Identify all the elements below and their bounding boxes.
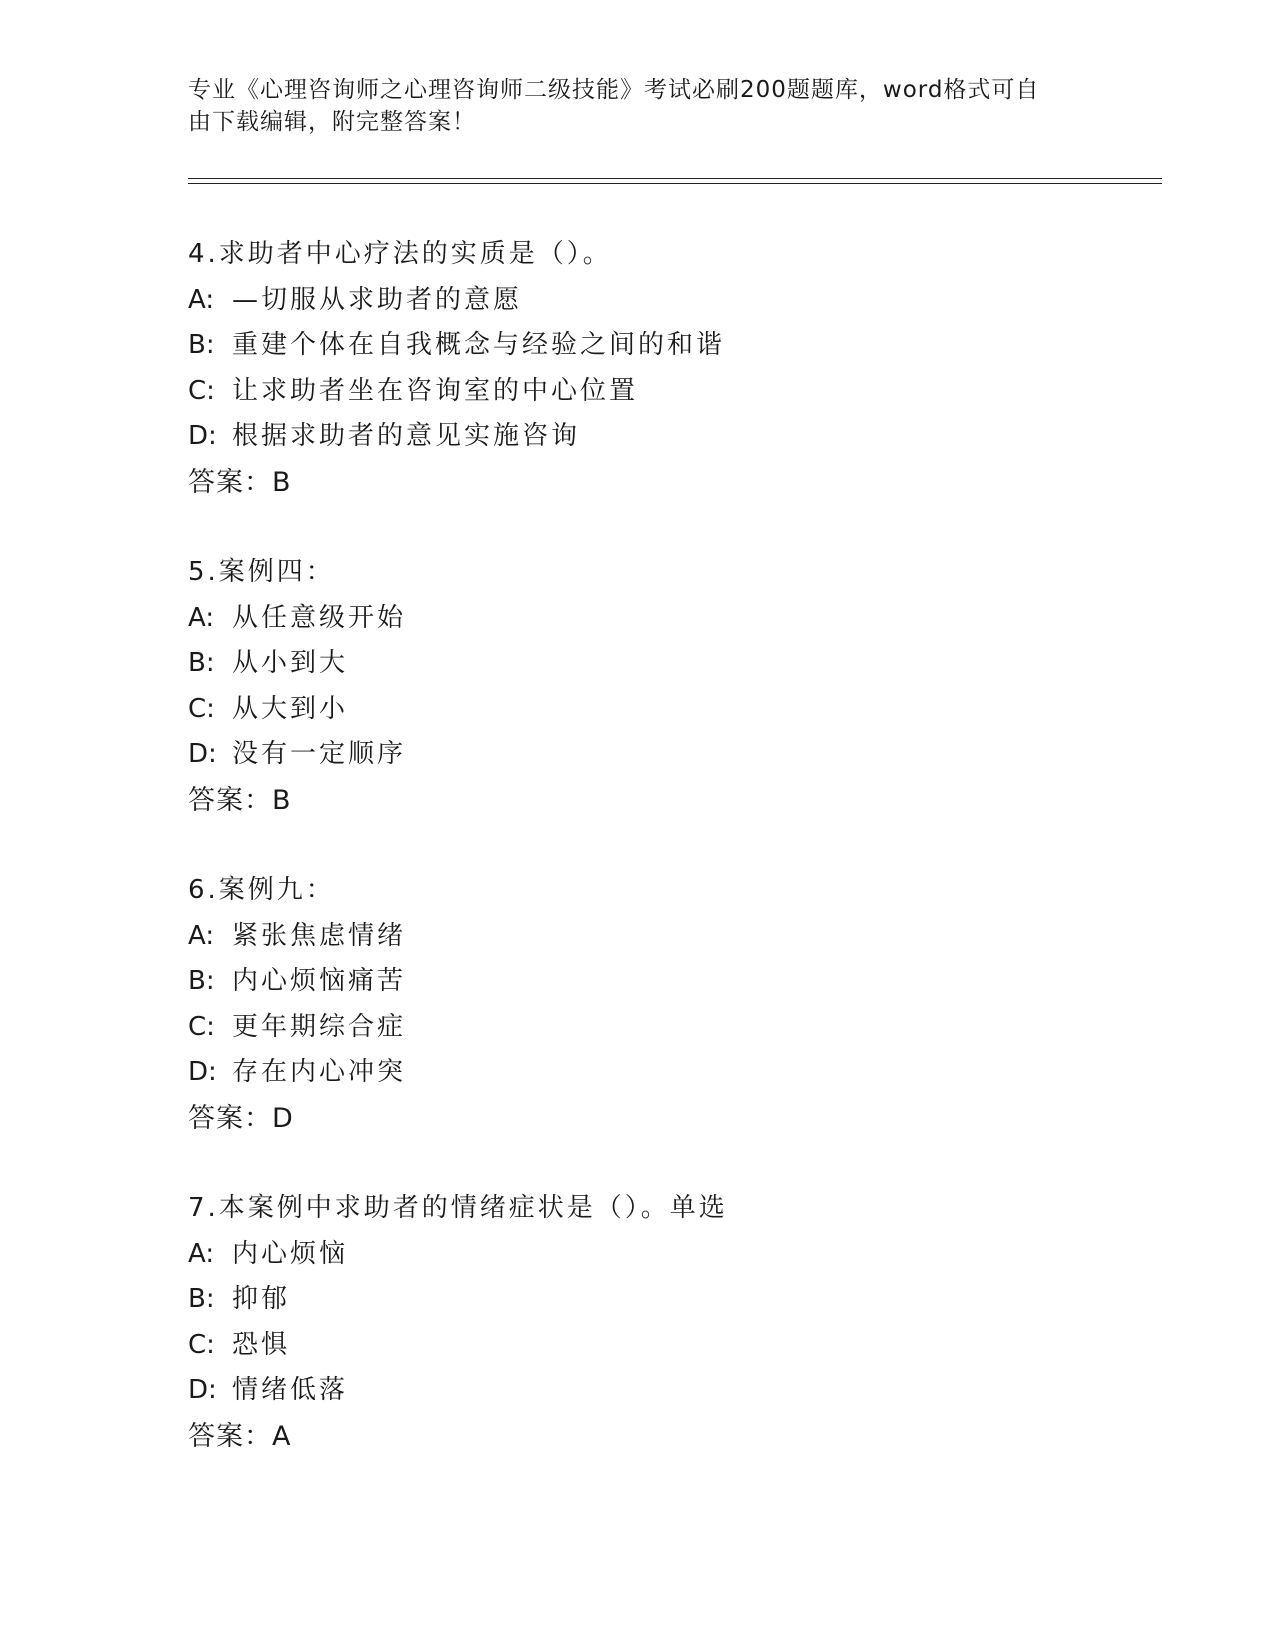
option-key: C: — [188, 693, 215, 724]
option-a — [188, 278, 1088, 324]
option-text: 存在内心冲突 — [232, 1057, 407, 1087]
option-text: 从小到大 — [232, 648, 349, 678]
option-b — [188, 641, 1088, 687]
header-line-1: 专业《心理咨询师之心理咨询师二级技能》考试必刷200题题库，word格式可自 — [188, 77, 1040, 103]
option-d — [188, 414, 1088, 460]
option-key: C: — [188, 1329, 215, 1360]
option-b — [188, 1277, 1088, 1323]
option-text: 情绪低落 — [232, 1375, 349, 1405]
option-text: 紧张焦虑情绪 — [232, 920, 407, 951]
question-stem: 5.案例四： — [188, 557, 335, 587]
question-block — [188, 550, 1088, 823]
option-key: C: — [188, 375, 215, 406]
answer-line: 答案：A — [188, 1420, 292, 1452]
option-key: A: — [188, 920, 215, 951]
option-text: 没有一定顺序 — [232, 739, 407, 769]
option-a — [188, 1232, 1088, 1278]
option-key: B: — [188, 330, 215, 360]
option-text: 内心烦恼痛苦 — [232, 966, 407, 996]
option-key: B: — [188, 1284, 215, 1314]
question-block — [188, 232, 1088, 505]
question-block — [188, 868, 1088, 1141]
option-text: 让求助者坐在咨询室的中心位置 — [232, 375, 639, 406]
option-b — [188, 323, 1088, 369]
option-text: 根据求助者的意见实施咨询 — [232, 421, 581, 451]
option-text: 从任意级开始 — [232, 602, 407, 633]
page-header — [188, 74, 1068, 138]
option-d — [188, 1050, 1088, 1096]
option-text: 内心烦恼 — [232, 1238, 349, 1269]
option-text: 重建个体在自我概念与经验之间的和谐 — [232, 330, 726, 360]
option-d — [188, 1368, 1088, 1414]
option-text: 从大到小 — [232, 693, 349, 724]
option-key: D: — [188, 1057, 217, 1087]
option-key: B: — [188, 648, 215, 678]
option-text: —切服从求助者的意愿 — [232, 284, 523, 315]
question-stem: 6.案例九： — [188, 875, 335, 905]
option-c — [188, 1323, 1088, 1369]
option-key: D: — [188, 421, 217, 451]
header-line-2: 由下载编辑，附完整答案！ — [188, 109, 476, 135]
option-key: A: — [188, 284, 215, 315]
question-stem: 7.本案例中求助者的情绪症状是（）。单选 — [188, 1193, 728, 1223]
question-stem: 4.求助者中心疗法的实质是（）。 — [188, 239, 612, 269]
option-text: 更年期综合症 — [232, 1011, 407, 1042]
option-d — [188, 732, 1088, 778]
option-key: B: — [188, 966, 215, 996]
option-key: D: — [188, 739, 217, 769]
header-divider — [188, 178, 1162, 184]
question-block — [188, 1186, 1088, 1459]
option-text: 抑郁 — [232, 1284, 291, 1314]
answer-line: 答案：B — [188, 466, 292, 498]
option-a — [188, 914, 1088, 960]
answer-line: 答案：D — [188, 1102, 294, 1134]
option-c — [188, 1005, 1088, 1051]
option-key: A: — [188, 602, 215, 633]
option-c — [188, 687, 1088, 733]
option-key: A: — [188, 1238, 215, 1269]
option-c — [188, 369, 1088, 415]
option-key: C: — [188, 1011, 215, 1042]
answer-line: 答案：B — [188, 784, 292, 816]
option-text: 恐惧 — [232, 1329, 291, 1360]
option-b — [188, 959, 1088, 1005]
option-key: D: — [188, 1375, 217, 1405]
option-a — [188, 596, 1088, 642]
